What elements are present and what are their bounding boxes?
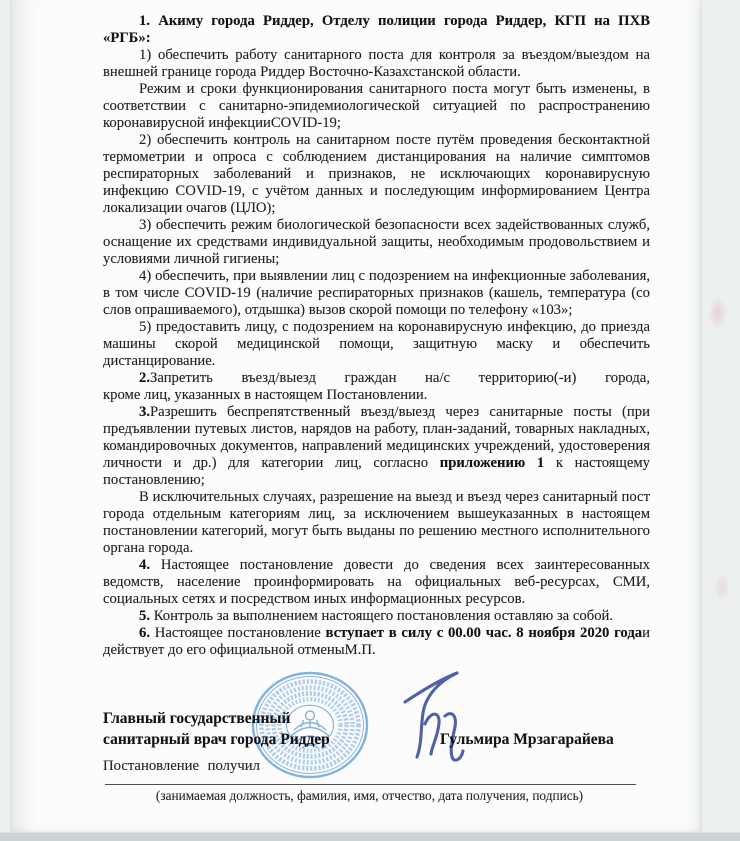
item2-line1-text: Запретить въезд/выезд граждан на/с территорию(-и) города, [150,370,650,386]
para-subitem-3: 3) обеспечить режим биологической безопасности всех задействованных служб, оснащение их средствами индивидуальной защиты, необходимым продовольствием и условиями личной гигиены; [103,217,650,267]
para-subitem-1: 1) обеспечить работу санитарного поста для контроля за въездом/выездом на внешней границе города Риддер Восточно-Казахстанской области. [103,47,650,80]
item6-text-2: и действует до его официальной отменыМ.П. [103,625,650,658]
item4-text: Настоящее постановление довести до сведения всех заинтересованных ведомств, население проинформировать на официальных веб-ресурсах, СМИ, социальных сетях и посредством иных информационных ресурсов. [103,557,650,607]
signatory-name: Гульмира Мрзагарайева [440,731,614,748]
para-item-5 [103,608,650,625]
item4-number: 4. [139,557,151,573]
item3-text-2: к настоящему постановлению; [103,455,651,488]
scan-bottom-edge [0,832,740,841]
item6-bold-effective-date: вступает в силу с 00.00 час. 8 ноября 2020 года [325,625,643,641]
item3-bold-annex: приложению 1 [439,455,545,471]
para-item-3-note: В исключительных случаях, разрешение на выезд и въезд через санитарный пост города отдельным категориям лиц, за исключением вышеуказанных в настоящем постановлении категорий, могут быть выданы по решению местного исполнительного органа города. [103,489,650,556]
item2-line2: кроме лиц, указанных в настоящем Постановлении. [103,387,428,403]
para-subitem-1-note: Режим и сроки функционирования санитарного поста могут быть изменены, в соответствии с санитарно-эпидемиологической ситуацией по распространению коронавирусной инфекцииCOVID-19; [103,81,650,131]
scan-smudge [714,572,730,602]
signatory-title-line2: санитарный врач города Риддер [103,731,330,748]
item6-number: 6. [139,625,151,641]
item2-number: 2. [139,370,151,386]
signature-mark [355,660,475,775]
para-item-3 [103,404,650,489]
item3-text-1: Разрешить беспрепятственный въезд/выезд через санитарные посты (при предъявлении путевых листов, нарядов на работу, план-заданий, товарных накладных, командировочных документов, направлений медицинских учреждений, удостоверения личности и др.) для категории лиц, согласно [103,404,650,471]
signatory-title-line1: Главный государственный [103,710,291,727]
item6-text-1: Настоящее постановление [150,625,326,641]
addressees-line2: «РГБ»: [103,30,151,46]
para-addressees [103,13,650,47]
signature-line-caption: (занимаемая должность, фамилия, имя, отчество, дата получения, подпись) [155,788,584,803]
scan-smudge [708,296,728,330]
para-item-4 [103,557,650,608]
para-item-2 [103,370,650,404]
received-label: Постановление получил [103,758,260,774]
para-subitem-5: 5) предоставить лицу, с подозрением на коронавирусную инфекцию, до приезда машины скорой медицинской помощи, защитную маску и обеспечить дистанцирование. [103,319,650,369]
item2-line1 [103,370,650,387]
seal-center-emblem [291,711,329,748]
decree-text [103,13,651,803]
addressees-line1: 1. Акиму города Риддер, Отделу полиции города Риддер, КГП на ПХВ [139,13,650,29]
item5-number: 5. [139,608,151,624]
para-item-6 [103,625,650,659]
para-subitem-2: 2) обеспечить контроль на санитарном посте путём проведения бесконтактной термометрии и опроса с соблюдением дистанцирования на наличие симптомов респираторных заболеваний и признаков, не исключающих коронавирусную инфекцию COVID-19, с учётом данных и последующим информированием Центра локализации очагов (ЦЛО); [103,132,650,216]
para-subitem-4: 4) обеспечить, при выявлении лиц с подозрением на инфекционные заболевания, в том числе COVID-19 (наличие респираторных признаков (кашель, температура (со слов опрашиваемого), отдышка) вызов скорой помощи по телефону «103»; [103,268,650,318]
item5-text: Контроль за выполнением настоящего постановления оставляю за собой. [150,608,614,624]
item3-number: 3. [139,404,151,420]
